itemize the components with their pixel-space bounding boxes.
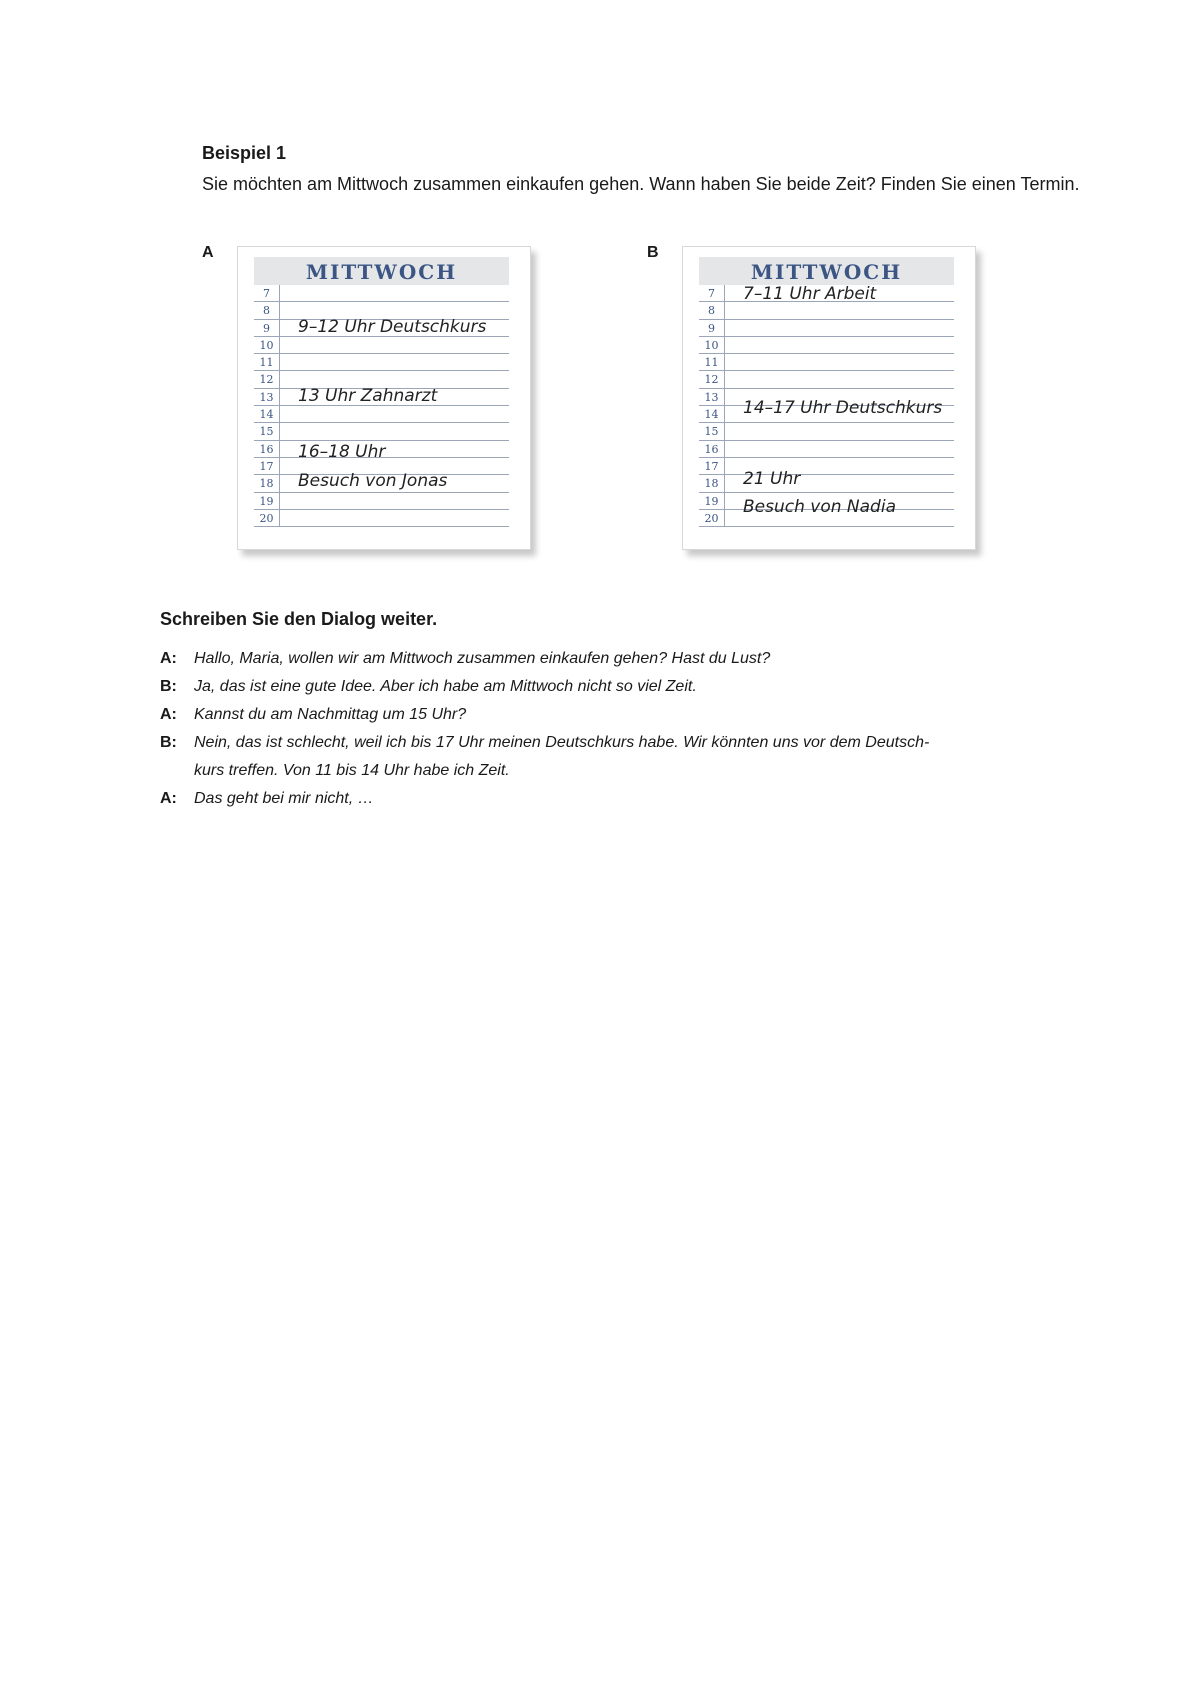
dialog-text: Ja, das ist eine gute Idee. Aber ich habe am Mittwoch nicht so viel Zeit. (194, 678, 697, 695)
hour-label: 14 (254, 406, 280, 422)
hour-label: 18 (254, 475, 280, 491)
dialog (160, 645, 1040, 813)
dialog-line (160, 645, 1040, 673)
speaker-label: A: (160, 706, 177, 723)
calendar-b-day: MITTWOCH (699, 257, 954, 285)
calendar-row (699, 475, 954, 492)
calendar-row (254, 423, 509, 440)
calendar-row (254, 510, 509, 527)
calendar-entry: 14–17 Uhr Deutschkurs (743, 398, 943, 418)
calendar-row (699, 337, 954, 354)
calendar-row (254, 337, 509, 354)
hour-label: 12 (254, 371, 280, 387)
hour-label: 15 (254, 423, 280, 439)
calendar-entry: 7–11 Uhr Arbeit (743, 284, 877, 304)
hour-label: 14 (699, 406, 725, 422)
hour-label: 11 (699, 354, 725, 370)
dialog-text: Hallo, Maria, wollen wir am Mittwoch zusammen einkaufen gehen? Hast du Lust? (194, 650, 771, 667)
hour-label: 8 (254, 302, 280, 318)
dialog-text: Kannst du am Nachmittag um 15 Uhr? (194, 706, 467, 723)
hour-label: 7 (254, 285, 280, 301)
calendar-entry: 21 Uhr (743, 469, 801, 489)
hour-label: 18 (699, 475, 725, 491)
calendar-entry: Besuch von Jonas (298, 471, 448, 491)
calendar-b (682, 246, 976, 550)
calendar-row (699, 371, 954, 388)
dialog-line (160, 701, 1040, 729)
calendar-row (699, 458, 954, 475)
calendar-row (699, 423, 954, 440)
hour-label: 20 (699, 510, 725, 526)
hour-label: 11 (254, 354, 280, 370)
calendar-a-grid (254, 257, 509, 527)
speaker-label: B: (160, 734, 177, 751)
calendar-a-letter: A (202, 244, 214, 261)
calendar-entry: Besuch von Nadia (743, 497, 896, 517)
hour-label: 16 (699, 441, 725, 457)
calendar-a-day: MITTWOCH (254, 257, 509, 285)
hour-label: 10 (699, 337, 725, 353)
calendar-row (699, 441, 954, 458)
calendar-row (699, 302, 954, 319)
speaker-label: A: (160, 790, 177, 807)
speaker-label: B: (160, 678, 177, 695)
hour-label: 7 (699, 285, 725, 301)
calendar-row (699, 354, 954, 371)
task-text: Sie möchten am Mittwoch zusammen einkaufen gehen. Wann haben Sie beide Zeit? Finden Sie einen Termin. (202, 174, 1080, 194)
dialog-line (160, 673, 1040, 701)
calendar-b-grid (699, 257, 954, 527)
calendar-entry: 13 Uhr Zahnarzt (298, 386, 438, 406)
task-title: Beispiel 1 (202, 143, 287, 163)
hour-label: 19 (699, 493, 725, 509)
instruction: Schreiben Sie den Dialog weiter. (160, 609, 438, 629)
hour-label: 13 (254, 389, 280, 405)
hour-label: 13 (699, 389, 725, 405)
calendar-row (254, 406, 509, 423)
calendar-row (699, 320, 954, 337)
hour-label: 17 (699, 458, 725, 474)
calendar-b-letter: B (647, 244, 659, 261)
calendar-row (254, 354, 509, 371)
hour-label: 9 (699, 320, 725, 336)
hour-label: 8 (699, 302, 725, 318)
dialog-text: Das geht bei mir nicht, … (194, 790, 374, 807)
calendar-row (254, 285, 509, 302)
calendar-a (237, 246, 531, 550)
dialog-line (160, 785, 1040, 813)
hour-label: 17 (254, 458, 280, 474)
calendar-entry: 16–18 Uhr (298, 442, 386, 462)
dialog-line (160, 729, 1040, 785)
hour-label: 12 (699, 371, 725, 387)
hour-label: 19 (254, 493, 280, 509)
calendar-entry: 9–12 Uhr Deutschkurs (298, 317, 487, 337)
speaker-label: A: (160, 650, 177, 667)
dialog-text: Nein, das ist schlecht, weil ich bis 17 Uhr meinen Deutschkurs habe. Wir könnten uns vor dem Deutsch- kurs treffen. Von 11 bis 14 Uhr habe ich Zeit. (194, 734, 930, 779)
hour-label: 20 (254, 510, 280, 526)
calendar-row (254, 493, 509, 510)
hour-label: 16 (254, 441, 280, 457)
hour-label: 10 (254, 337, 280, 353)
hour-label: 9 (254, 320, 280, 336)
hour-label: 15 (699, 423, 725, 439)
